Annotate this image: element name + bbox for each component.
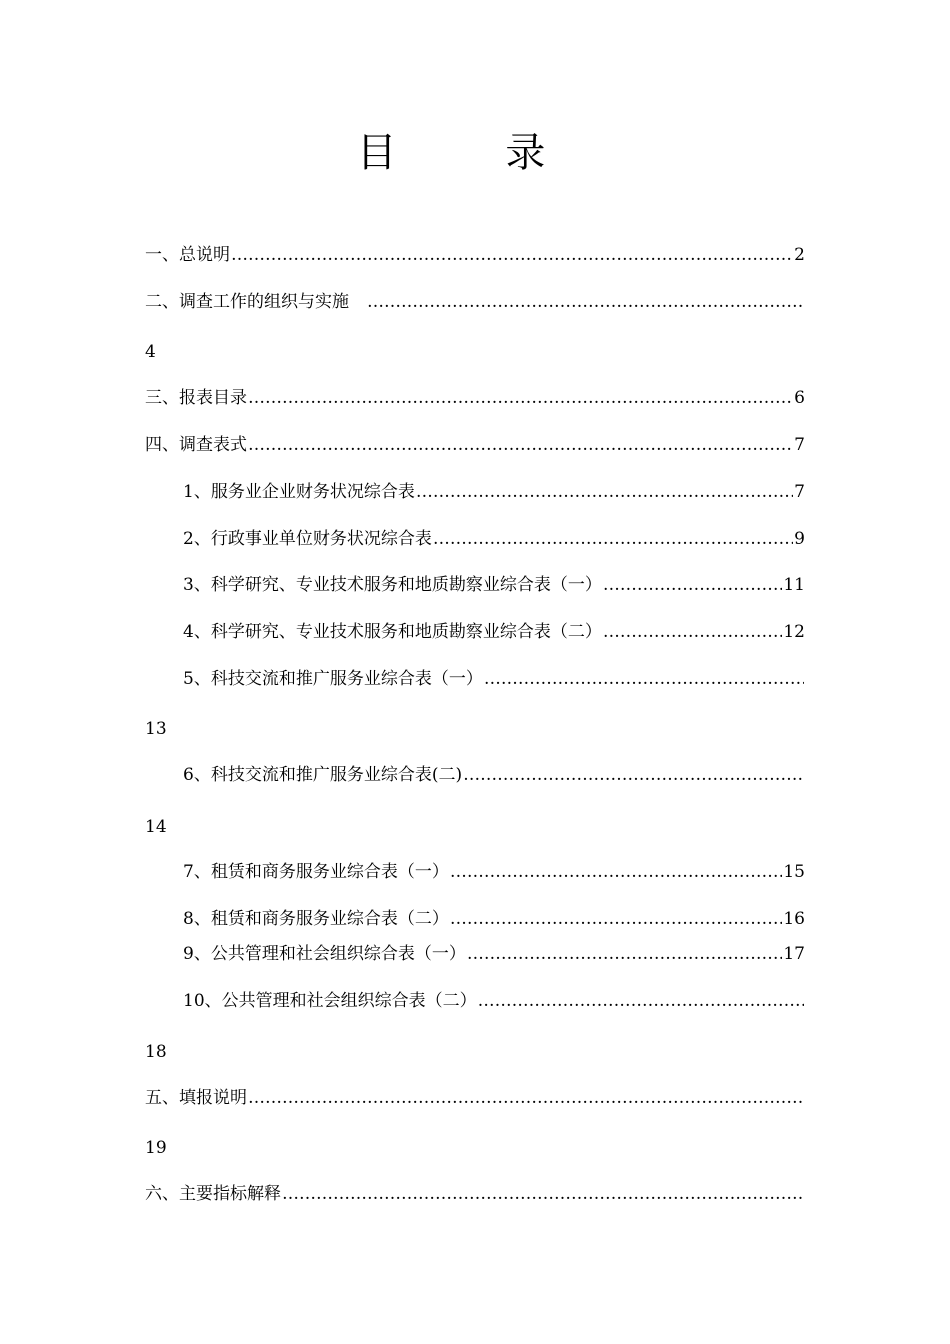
toc-entry-label: 一、总说明 (145, 245, 230, 265)
toc-leader-dots (478, 989, 804, 1013)
toc-entry[interactable] (183, 989, 805, 1013)
toc-entry[interactable] (145, 433, 805, 457)
toc-entry-page: 16 (783, 909, 805, 929)
toc-entry-label: 五、填报说明 (145, 1088, 247, 1108)
toc-entry-page: 19 (145, 1138, 167, 1158)
toc-entry-page: 7 (794, 482, 805, 502)
toc-entry-page: 7 (794, 435, 805, 455)
toc-entry-page: 17 (783, 944, 805, 964)
toc-entry-label: 3、科学研究、专业技术服务和地质勘察业综合表（一） (183, 575, 602, 595)
toc-entry-label: 四、调查表式 (145, 435, 247, 455)
toc-leader-dots (463, 763, 804, 787)
toc-leader-dots (282, 1182, 804, 1206)
toc-entry-label: 三、报表目录 (145, 388, 247, 408)
toc-entry[interactable] (145, 243, 805, 267)
toc-entry-label: 1、服务业企业财务状况综合表 (183, 482, 415, 502)
toc-entry-page: 14 (145, 817, 167, 837)
toc-entry[interactable] (145, 290, 805, 314)
toc-leader-dots (450, 907, 783, 931)
toc-entry[interactable] (145, 1182, 805, 1206)
toc-entry[interactable] (145, 1086, 805, 1110)
toc-entry[interactable] (183, 860, 805, 884)
toc-leader-dots (367, 290, 804, 314)
toc-leader-dots (231, 243, 793, 267)
toc-entry-page: 12 (783, 622, 805, 642)
toc-entry[interactable] (183, 907, 805, 931)
toc-entry-page: 9 (794, 529, 805, 549)
toc-entry-page: 2 (794, 245, 805, 265)
toc-entry[interactable] (183, 620, 805, 644)
toc-leader-dots (467, 942, 783, 966)
toc-leader-dots (450, 860, 783, 884)
toc-entry-page: 13 (145, 719, 167, 739)
toc-entry[interactable] (183, 763, 805, 787)
toc-entry-page: 18 (145, 1042, 167, 1062)
toc-entry-label: 二、调查工作的组织与实施 (145, 292, 366, 312)
toc-leader-dots (248, 1086, 804, 1110)
toc-entry-label: 2、行政事业单位财务状况综合表 (183, 529, 432, 549)
toc-entry-label: 7、租赁和商务服务业综合表（一） (183, 862, 449, 882)
page-title: 目 录 (356, 130, 594, 176)
toc-entry-label: 8、租赁和商务服务业综合表（二） (183, 909, 449, 929)
toc-entry[interactable] (183, 573, 805, 597)
toc-leader-dots (603, 573, 783, 597)
toc-entry[interactable] (183, 527, 805, 551)
toc-entry-page: 4 (145, 342, 156, 362)
toc-entry-label: 六、主要指标解释 (145, 1184, 281, 1204)
toc-entry-page: 15 (783, 862, 805, 882)
toc-entry-page: 11 (783, 575, 805, 595)
toc-leader-dots (433, 527, 793, 551)
toc-entry-label: 4、科学研究、专业技术服务和地质勘察业综合表（二） (183, 622, 602, 642)
toc-leader-dots (416, 480, 793, 504)
toc-entry-label: 6、科技交流和推广服务业综合表(二) (183, 765, 463, 785)
toc-entry-page: 6 (794, 388, 805, 408)
toc-entry-label: 5、科技交流和推广服务业综合表（一） (183, 669, 483, 689)
toc-entry[interactable] (183, 667, 805, 691)
toc-entry[interactable] (183, 480, 805, 504)
toc-entry[interactable] (183, 942, 805, 966)
toc-leader-dots (248, 433, 793, 457)
toc-entry[interactable] (145, 386, 805, 410)
toc-entry-label: 9、公共管理和社会组织综合表（一） (183, 944, 466, 964)
toc-leader-dots (603, 620, 783, 644)
toc-leader-dots (484, 667, 804, 691)
toc-leader-dots (248, 386, 793, 410)
toc-entry-label: 10、公共管理和社会组织综合表（二） (183, 991, 477, 1011)
